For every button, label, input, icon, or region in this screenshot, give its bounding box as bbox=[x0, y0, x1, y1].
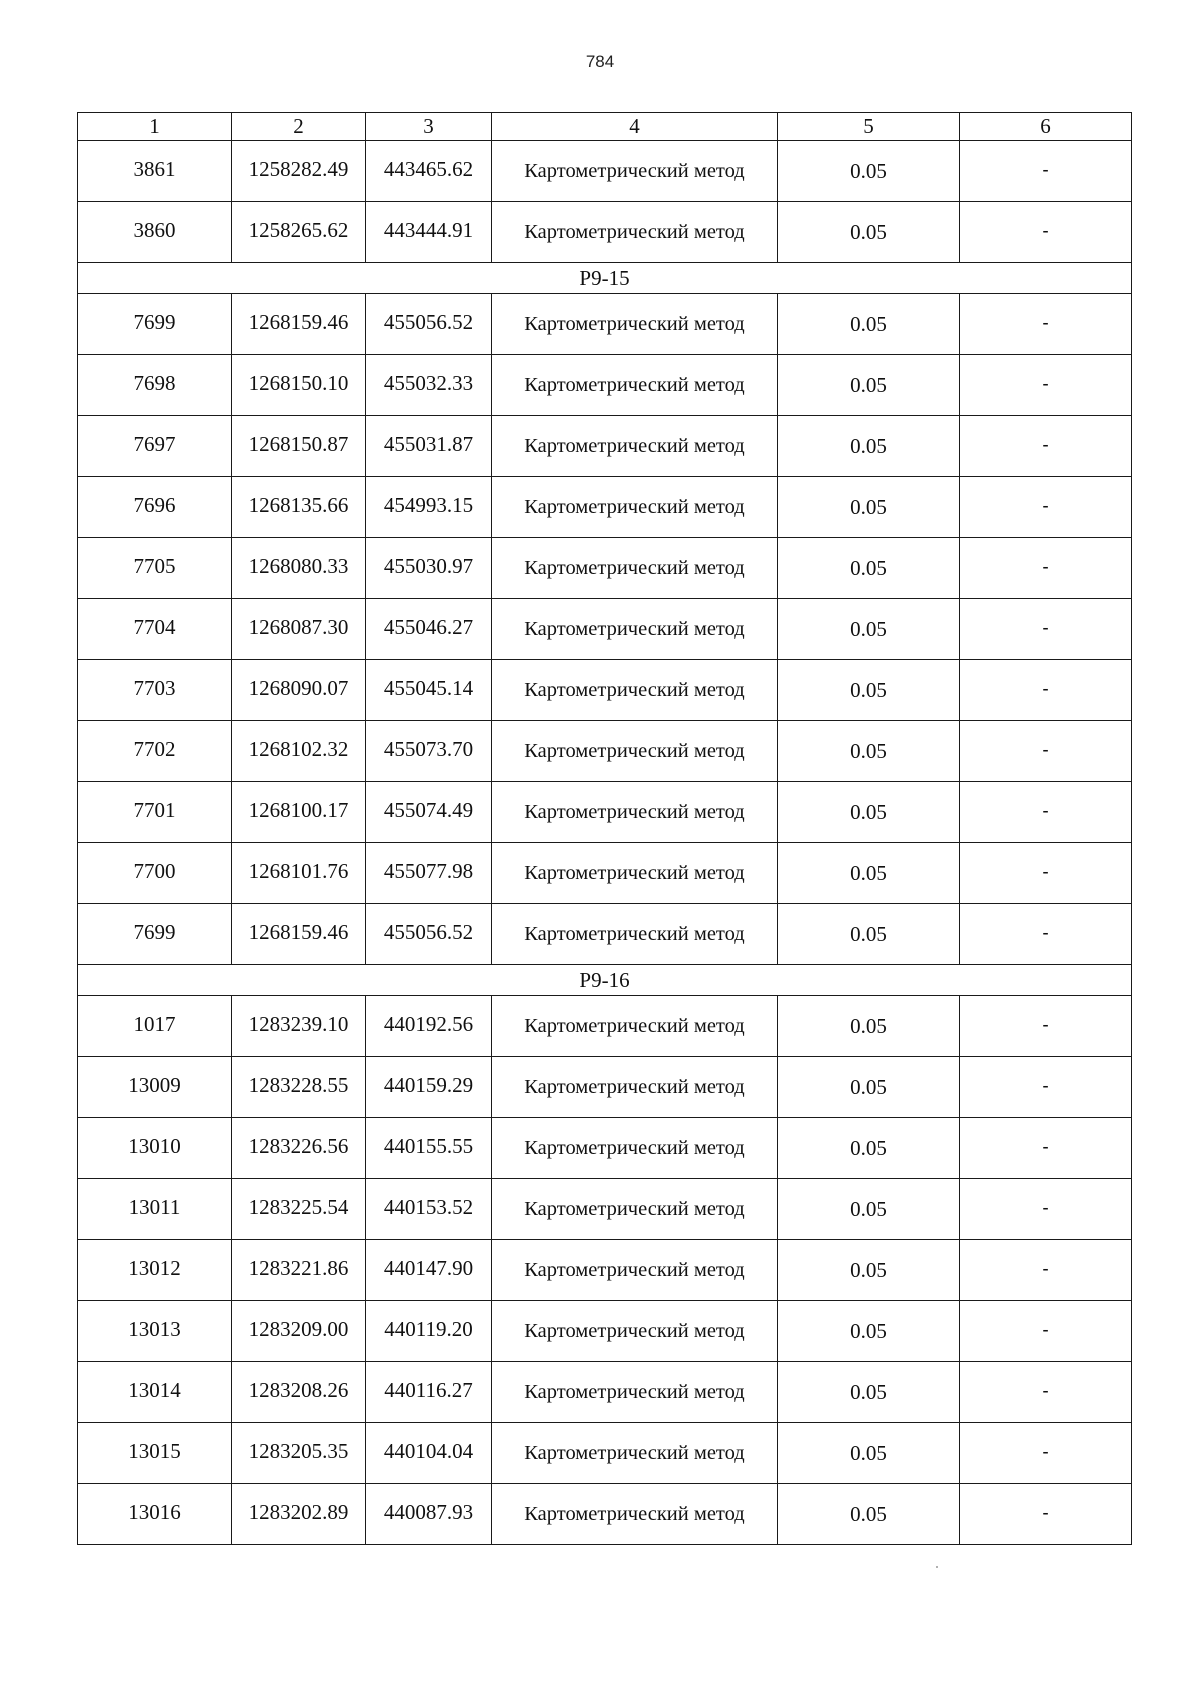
cell-accuracy: 0.05 bbox=[778, 1484, 960, 1545]
cell-point-number: 13010 bbox=[78, 1118, 232, 1179]
table-row bbox=[78, 202, 1132, 263]
cell-accuracy: 0.05 bbox=[778, 1057, 960, 1118]
table-row bbox=[78, 294, 1132, 355]
table-row bbox=[78, 416, 1132, 477]
cell-accuracy: 0.05 bbox=[778, 721, 960, 782]
table-row bbox=[78, 904, 1132, 965]
scan-speck bbox=[936, 1566, 938, 1568]
cell-accuracy: 0.05 bbox=[778, 538, 960, 599]
cell-method: Картометрический метод bbox=[492, 538, 778, 599]
cell-method: Картометрический метод bbox=[492, 1118, 778, 1179]
cell-method: Картометрический метод bbox=[492, 1423, 778, 1484]
cell-note: - bbox=[960, 1240, 1132, 1301]
cell-y-coordinate: 455046.27 bbox=[366, 599, 492, 660]
cell-note: - bbox=[960, 416, 1132, 477]
cell-y-coordinate: 455073.70 bbox=[366, 721, 492, 782]
cell-y-coordinate: 455030.97 bbox=[366, 538, 492, 599]
table-row bbox=[78, 599, 1132, 660]
cell-x-coordinate: 1268150.10 bbox=[232, 355, 366, 416]
cell-accuracy: 0.05 bbox=[778, 1240, 960, 1301]
cell-method: Картометрический метод bbox=[492, 721, 778, 782]
table-row bbox=[78, 1179, 1132, 1240]
table-row bbox=[78, 1057, 1132, 1118]
column-header-3: 3 bbox=[366, 113, 492, 141]
cell-note: - bbox=[960, 477, 1132, 538]
section-title: Р9-16 bbox=[78, 965, 1132, 996]
header-row bbox=[78, 113, 1132, 141]
cell-x-coordinate: 1268101.76 bbox=[232, 843, 366, 904]
cell-x-coordinate: 1268102.32 bbox=[232, 721, 366, 782]
cell-y-coordinate: 440155.55 bbox=[366, 1118, 492, 1179]
cell-point-number: 13011 bbox=[78, 1179, 232, 1240]
cell-y-coordinate: 454993.15 bbox=[366, 477, 492, 538]
cell-note: - bbox=[960, 721, 1132, 782]
cell-point-number: 3861 bbox=[78, 141, 232, 202]
cell-method: Картометрический метод bbox=[492, 1301, 778, 1362]
section-heading-row bbox=[78, 965, 1132, 996]
cell-note: - bbox=[960, 904, 1132, 965]
cell-point-number: 7701 bbox=[78, 782, 232, 843]
cell-x-coordinate: 1268150.87 bbox=[232, 416, 366, 477]
cell-x-coordinate: 1283226.56 bbox=[232, 1118, 366, 1179]
cell-point-number: 7700 bbox=[78, 843, 232, 904]
cell-x-coordinate: 1283225.54 bbox=[232, 1179, 366, 1240]
cell-method: Картометрический метод bbox=[492, 599, 778, 660]
cell-note: - bbox=[960, 1057, 1132, 1118]
cell-y-coordinate: 455032.33 bbox=[366, 355, 492, 416]
cell-note: - bbox=[960, 1423, 1132, 1484]
cell-accuracy: 0.05 bbox=[778, 355, 960, 416]
cell-y-coordinate: 440104.04 bbox=[366, 1423, 492, 1484]
cell-method: Картометрический метод bbox=[492, 1484, 778, 1545]
cell-point-number: 13015 bbox=[78, 1423, 232, 1484]
cell-y-coordinate: 455077.98 bbox=[366, 843, 492, 904]
cell-accuracy: 0.05 bbox=[778, 202, 960, 263]
table-row bbox=[78, 1301, 1132, 1362]
page-number: 784 bbox=[585, 52, 615, 71]
cell-x-coordinate: 1283209.00 bbox=[232, 1301, 366, 1362]
column-header-6: 6 bbox=[960, 113, 1132, 141]
table-row bbox=[78, 355, 1132, 416]
cell-note: - bbox=[960, 599, 1132, 660]
cell-point-number: 7704 bbox=[78, 599, 232, 660]
cell-point-number: 3860 bbox=[78, 202, 232, 263]
cell-method: Картометрический метод bbox=[492, 1179, 778, 1240]
column-header-4: 4 bbox=[492, 113, 778, 141]
table-row bbox=[78, 1484, 1132, 1545]
cell-note: - bbox=[960, 996, 1132, 1057]
cell-x-coordinate: 1258282.49 bbox=[232, 141, 366, 202]
cell-accuracy: 0.05 bbox=[778, 1423, 960, 1484]
cell-point-number: 13009 bbox=[78, 1057, 232, 1118]
table-row bbox=[78, 721, 1132, 782]
cell-accuracy: 0.05 bbox=[778, 1362, 960, 1423]
cell-point-number: 1017 bbox=[78, 996, 232, 1057]
cell-x-coordinate: 1258265.62 bbox=[232, 202, 366, 263]
cell-accuracy: 0.05 bbox=[778, 660, 960, 721]
cell-method: Картометрический метод bbox=[492, 294, 778, 355]
table-row bbox=[78, 782, 1132, 843]
cell-accuracy: 0.05 bbox=[778, 1179, 960, 1240]
cell-method: Картометрический метод bbox=[492, 782, 778, 843]
cell-method: Картометрический метод bbox=[492, 843, 778, 904]
cell-point-number: 7697 bbox=[78, 416, 232, 477]
column-header-2: 2 bbox=[232, 113, 366, 141]
cell-point-number: 7703 bbox=[78, 660, 232, 721]
cell-x-coordinate: 1268090.07 bbox=[232, 660, 366, 721]
cell-note: - bbox=[960, 1484, 1132, 1545]
cell-note: - bbox=[960, 538, 1132, 599]
table-row bbox=[78, 996, 1132, 1057]
cell-x-coordinate: 1283205.35 bbox=[232, 1423, 366, 1484]
section-heading-row bbox=[78, 263, 1132, 294]
cell-accuracy: 0.05 bbox=[778, 996, 960, 1057]
cell-method: Картометрический метод bbox=[492, 141, 778, 202]
cell-point-number: 7702 bbox=[78, 721, 232, 782]
cell-y-coordinate: 440147.90 bbox=[366, 1240, 492, 1301]
cell-note: - bbox=[960, 1179, 1132, 1240]
cell-y-coordinate: 443444.91 bbox=[366, 202, 492, 263]
cell-y-coordinate: 455031.87 bbox=[366, 416, 492, 477]
cell-x-coordinate: 1268080.33 bbox=[232, 538, 366, 599]
cell-accuracy: 0.05 bbox=[778, 416, 960, 477]
cell-point-number: 13012 bbox=[78, 1240, 232, 1301]
cell-accuracy: 0.05 bbox=[778, 904, 960, 965]
cell-method: Картометрический метод bbox=[492, 996, 778, 1057]
cell-y-coordinate: 440087.93 bbox=[366, 1484, 492, 1545]
cell-note: - bbox=[960, 294, 1132, 355]
cell-y-coordinate: 455074.49 bbox=[366, 782, 492, 843]
cell-point-number: 7696 bbox=[78, 477, 232, 538]
table-body bbox=[78, 141, 1132, 1545]
cell-x-coordinate: 1268135.66 bbox=[232, 477, 366, 538]
cell-y-coordinate: 455056.52 bbox=[366, 294, 492, 355]
cell-point-number: 13013 bbox=[78, 1301, 232, 1362]
cell-x-coordinate: 1283221.86 bbox=[232, 1240, 366, 1301]
cell-method: Картометрический метод bbox=[492, 660, 778, 721]
cell-point-number: 13016 bbox=[78, 1484, 232, 1545]
cell-point-number: 7705 bbox=[78, 538, 232, 599]
cell-accuracy: 0.05 bbox=[778, 294, 960, 355]
cell-y-coordinate: 440119.20 bbox=[366, 1301, 492, 1362]
cell-note: - bbox=[960, 1362, 1132, 1423]
cell-x-coordinate: 1268159.46 bbox=[232, 294, 366, 355]
cell-accuracy: 0.05 bbox=[778, 1118, 960, 1179]
cell-method: Картометрический метод bbox=[492, 1057, 778, 1118]
cell-note: - bbox=[960, 1301, 1132, 1362]
cell-x-coordinate: 1283202.89 bbox=[232, 1484, 366, 1545]
table-row bbox=[78, 660, 1132, 721]
cell-accuracy: 0.05 bbox=[778, 599, 960, 660]
cell-x-coordinate: 1283239.10 bbox=[232, 996, 366, 1057]
table-row bbox=[78, 1362, 1132, 1423]
table-row bbox=[78, 843, 1132, 904]
cell-accuracy: 0.05 bbox=[778, 477, 960, 538]
table-row bbox=[78, 1240, 1132, 1301]
cell-x-coordinate: 1283208.26 bbox=[232, 1362, 366, 1423]
coordinates-table bbox=[77, 112, 1132, 1545]
table-row bbox=[78, 1118, 1132, 1179]
cell-y-coordinate: 455056.52 bbox=[366, 904, 492, 965]
cell-accuracy: 0.05 bbox=[778, 1301, 960, 1362]
cell-note: - bbox=[960, 1118, 1132, 1179]
cell-method: Картометрический метод bbox=[492, 1362, 778, 1423]
cell-x-coordinate: 1283228.55 bbox=[232, 1057, 366, 1118]
cell-y-coordinate: 440153.52 bbox=[366, 1179, 492, 1240]
cell-note: - bbox=[960, 202, 1132, 263]
cell-y-coordinate: 455045.14 bbox=[366, 660, 492, 721]
table-row bbox=[78, 538, 1132, 599]
cell-note: - bbox=[960, 141, 1132, 202]
column-header-1: 1 bbox=[78, 113, 232, 141]
cell-x-coordinate: 1268100.17 bbox=[232, 782, 366, 843]
cell-y-coordinate: 443465.62 bbox=[366, 141, 492, 202]
section-title: Р9-15 bbox=[78, 263, 1132, 294]
cell-method: Картометрический метод bbox=[492, 202, 778, 263]
column-header-5: 5 bbox=[778, 113, 960, 141]
cell-method: Картометрический метод bbox=[492, 416, 778, 477]
cell-point-number: 7699 bbox=[78, 294, 232, 355]
cell-note: - bbox=[960, 355, 1132, 416]
cell-x-coordinate: 1268087.30 bbox=[232, 599, 366, 660]
table-row bbox=[78, 477, 1132, 538]
cell-method: Картометрический метод bbox=[492, 1240, 778, 1301]
cell-method: Картометрический метод bbox=[492, 477, 778, 538]
cell-y-coordinate: 440192.56 bbox=[366, 996, 492, 1057]
cell-accuracy: 0.05 bbox=[778, 843, 960, 904]
cell-x-coordinate: 1268159.46 bbox=[232, 904, 366, 965]
table-row bbox=[78, 141, 1132, 202]
cell-y-coordinate: 440116.27 bbox=[366, 1362, 492, 1423]
cell-note: - bbox=[960, 782, 1132, 843]
cell-point-number: 7699 bbox=[78, 904, 232, 965]
cell-method: Картометрический метод bbox=[492, 355, 778, 416]
table-row bbox=[78, 1423, 1132, 1484]
cell-point-number: 7698 bbox=[78, 355, 232, 416]
cell-note: - bbox=[960, 660, 1132, 721]
cell-accuracy: 0.05 bbox=[778, 141, 960, 202]
cell-y-coordinate: 440159.29 bbox=[366, 1057, 492, 1118]
cell-note: - bbox=[960, 843, 1132, 904]
cell-method: Картометрический метод bbox=[492, 904, 778, 965]
cell-point-number: 13014 bbox=[78, 1362, 232, 1423]
cell-accuracy: 0.05 bbox=[778, 782, 960, 843]
table-header bbox=[78, 113, 1132, 141]
